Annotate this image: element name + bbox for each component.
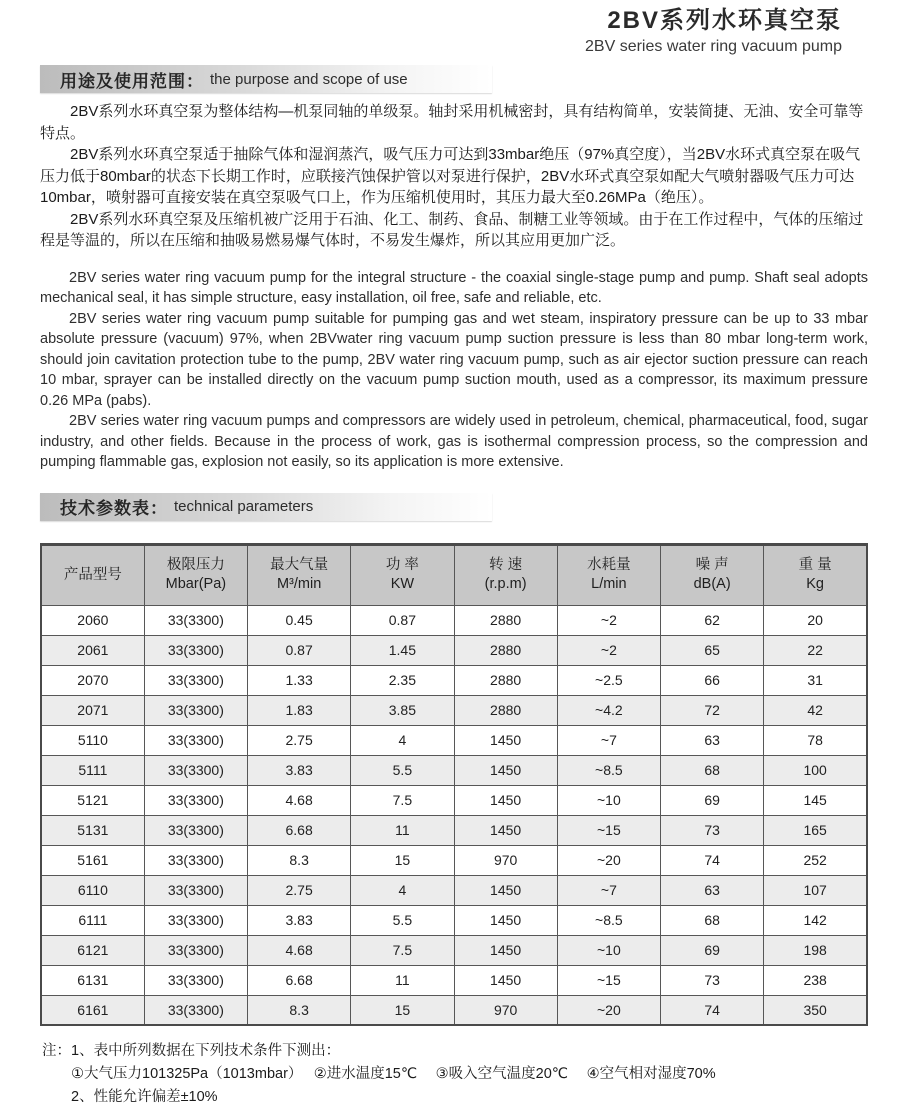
table-cell: ~7 (557, 875, 660, 905)
table-cell: 74 (661, 995, 764, 1025)
table-cell: ~2.5 (557, 665, 660, 695)
table-cell: 62 (661, 605, 764, 635)
table-cell: 33(3300) (144, 755, 247, 785)
table-cell: 33(3300) (144, 845, 247, 875)
table-cell: 238 (764, 965, 867, 995)
table-cell: 5121 (41, 785, 144, 815)
parameters-heading-zh: 技术参数表： (60, 499, 168, 518)
column-header: 最大气量 M³/min (248, 544, 351, 605)
table-row (41, 785, 867, 815)
column-header: 重 量 Kg (764, 544, 867, 605)
table-cell: 33(3300) (144, 725, 247, 755)
table-cell: 2070 (41, 665, 144, 695)
column-header: 水耗量 L/min (557, 544, 660, 605)
column-header: 噪 声 dB(A) (661, 544, 764, 605)
table-cell: 1450 (454, 935, 557, 965)
table-cell: 2880 (454, 695, 557, 725)
page-title-zh: 2BV系列水环真空泵 (607, 7, 842, 34)
column-header: 产品型号 (41, 544, 144, 605)
table-cell: 6121 (41, 935, 144, 965)
column-header: 转 速 (r.p.m) (454, 544, 557, 605)
purpose-heading-zh: 用途及使用范围： (60, 71, 204, 91)
note-prefix: 注： (42, 1043, 71, 1059)
table-cell: 66 (661, 665, 764, 695)
table-row (41, 935, 867, 965)
table-cell: 69 (661, 935, 764, 965)
note-line: 2、性能允许偏差±10% (71, 1089, 218, 1105)
table-cell: 1.83 (248, 695, 351, 725)
table-row (41, 995, 867, 1025)
table-row (41, 965, 867, 995)
table-cell: 165 (764, 815, 867, 845)
table-cell: 2.75 (248, 875, 351, 905)
table-cell: 5110 (41, 725, 144, 755)
table-cell: 2880 (454, 665, 557, 695)
table-row (41, 725, 867, 755)
table-cell: ~10 (557, 785, 660, 815)
paragraph-zh: 2BV系列水环真空泵适于抽除气体和湿润蒸汽，吸气压力可达到33mbar绝压（97%真空度），当2BV水环式真空泵在吸气压力低于80mbar的状态下长期工作时，应联接汽蚀保护管以对泵进行保护，2BV水环式真空泵如配大气喷射器吸气压力可达10mbar，喷射器可直接安装在真空泵吸气口上，作为压缩机使用时，其压力最大至0.26MPa（绝压）。 (40, 146, 861, 206)
table-cell: 198 (764, 935, 867, 965)
table-cell: 2880 (454, 605, 557, 635)
table-cell: ~8.5 (557, 755, 660, 785)
table-cell: 100 (764, 755, 867, 785)
table-cell: 6.68 (248, 815, 351, 845)
table-cell: 33(3300) (144, 695, 247, 725)
section-heading-purpose (40, 65, 492, 93)
table-cell: ~4.2 (557, 695, 660, 725)
table-cell: 6.68 (248, 965, 351, 995)
table-cell: 4.68 (248, 935, 351, 965)
purpose-heading-en: the purpose and scope of use (210, 70, 408, 88)
table-row (41, 635, 867, 665)
table-cell: 1.33 (248, 665, 351, 695)
table-cell: 33(3300) (144, 605, 247, 635)
table-cell: 5161 (41, 845, 144, 875)
table-row (41, 665, 867, 695)
table-cell: 252 (764, 845, 867, 875)
table-cell: 31 (764, 665, 867, 695)
table-cell: 15 (351, 845, 454, 875)
table-cell: ~15 (557, 815, 660, 845)
page-title-en: 2BV series water ring vacuum pump (585, 38, 842, 55)
table-row (41, 605, 867, 635)
table-cell: 3.83 (248, 905, 351, 935)
purpose-text-en (40, 268, 868, 473)
table-cell: 78 (764, 725, 867, 755)
table-cell: 20 (764, 605, 867, 635)
table-cell: 73 (661, 815, 764, 845)
table-row (41, 815, 867, 845)
table-cell: 5.5 (351, 755, 454, 785)
note-line: ①大气压力101325Pa（1013mbar） ②进水温度15℃ ③吸入空气温度20℃ ④空气相对湿度70% (71, 1066, 716, 1082)
table-cell: 1450 (454, 815, 557, 845)
table-cell: 1450 (454, 875, 557, 905)
table-cell: 107 (764, 875, 867, 905)
table-cell: 350 (764, 995, 867, 1025)
table-cell: 2071 (41, 695, 144, 725)
paragraph-en: 2BV series water ring vacuum pump suitable for pumping gas and wet steam, inspiratory pressure can be up to 33 mbar absolute pressure (vacuum) 97%, when 2BVwater ring vacuum pump suction pressure is less than 80 mbar long-term work, should join cavitation protection tube to the pump, 2BV water ring vacuum pump, such as air ejector suction pressure can reach 10 mbar, sprayer can be installed directly on the vacuum pump suction mouth, used as a compressor, its maximum pressure 0.26 MPa (pabs). (40, 310, 868, 409)
table-cell: 68 (661, 905, 764, 935)
table-cell: 63 (661, 875, 764, 905)
table-cell: 970 (454, 845, 557, 875)
parameters-table (40, 543, 868, 1027)
table-cell: 73 (661, 965, 764, 995)
note-lines (71, 1040, 868, 1109)
table-cell: ~20 (557, 845, 660, 875)
table-row (41, 845, 867, 875)
table-cell: 69 (661, 785, 764, 815)
table-cell: 6111 (41, 905, 144, 935)
table-cell: 6110 (41, 875, 144, 905)
paragraph-en: 2BV series water ring vacuum pump for the integral structure - the coaxial single-stage pump and pump. Shaft seal adopts mechanical seal, it has simple structure, easy installation, oil free, safe and reliable, etc. (40, 269, 868, 306)
table-cell: 0.87 (248, 635, 351, 665)
table-cell: ~2 (557, 605, 660, 635)
table-cell: 1.45 (351, 635, 454, 665)
table-cell: 74 (661, 845, 764, 875)
column-header: 极限压力 Mbar(Pa) (144, 544, 247, 605)
table-cell: 63 (661, 725, 764, 755)
table-cell: 1450 (454, 755, 557, 785)
paragraph-zh: 2BV系列水环真空泵为整体结构—机泵同轴的单级泵。轴封采用机械密封，具有结构简单，安装简捷、无油、安全可靠等特点。 (40, 103, 864, 142)
table-cell: 1450 (454, 725, 557, 755)
table-cell: 5.5 (351, 905, 454, 935)
purpose-text-zh (40, 101, 868, 252)
table-cell: 1450 (454, 785, 557, 815)
table-cell: 2.35 (351, 665, 454, 695)
table-cell: 33(3300) (144, 785, 247, 815)
table-cell: ~8.5 (557, 905, 660, 935)
table-row (41, 905, 867, 935)
table-cell: 33(3300) (144, 965, 247, 995)
notes (42, 1040, 868, 1109)
table-cell: 11 (351, 965, 454, 995)
table-cell: ~10 (557, 935, 660, 965)
table-cell: 68 (661, 755, 764, 785)
table-cell: 145 (764, 785, 867, 815)
table-cell: 33(3300) (144, 935, 247, 965)
table-cell: 33(3300) (144, 995, 247, 1025)
table-cell: 1450 (454, 965, 557, 995)
table-cell: ~20 (557, 995, 660, 1025)
column-header: 功 率 KW (351, 544, 454, 605)
table-cell: 33(3300) (144, 905, 247, 935)
parameters-heading-en: technical parameters (174, 498, 314, 515)
table-cell: 0.87 (351, 605, 454, 635)
table-cell: 1450 (454, 905, 557, 935)
table-cell: 970 (454, 995, 557, 1025)
table-cell: 3.83 (248, 755, 351, 785)
table-cell: 5131 (41, 815, 144, 845)
table-cell: 22 (764, 635, 867, 665)
table-cell: 33(3300) (144, 635, 247, 665)
table-cell: 7.5 (351, 785, 454, 815)
table-cell: 2060 (41, 605, 144, 635)
table-cell: 7.5 (351, 935, 454, 965)
table-cell: 65 (661, 635, 764, 665)
table-row (41, 695, 867, 725)
table-row (41, 755, 867, 785)
table-cell: 11 (351, 815, 454, 845)
title-block (0, 0, 900, 57)
table-cell: 8.3 (248, 845, 351, 875)
table-cell: 4 (351, 875, 454, 905)
table-row (41, 875, 867, 905)
table-cell: ~15 (557, 965, 660, 995)
paragraph-en: 2BV series water ring vacuum pumps and compressors are widely used in petroleum, chemical, pharmaceutical, food, sugar industry, and other fields. Because in the process of work, gas is isothermal compression process, so the compression and pumping flammable gas, explosion not easily, so its application is more extensive. (40, 413, 868, 470)
table-cell: 4.68 (248, 785, 351, 815)
table-cell: 33(3300) (144, 665, 247, 695)
table-cell: 5111 (41, 755, 144, 785)
table-cell: 142 (764, 905, 867, 935)
table-cell: 2061 (41, 635, 144, 665)
table-cell: 33(3300) (144, 875, 247, 905)
section-heading-parameters (40, 493, 492, 521)
table-cell: 0.45 (248, 605, 351, 635)
table-cell: ~2 (557, 635, 660, 665)
table-cell: 33(3300) (144, 815, 247, 845)
table-cell: 2.75 (248, 725, 351, 755)
table-cell: 6131 (41, 965, 144, 995)
table-cell: ~7 (557, 725, 660, 755)
table-cell: 4 (351, 725, 454, 755)
table-cell: 6161 (41, 995, 144, 1025)
table-header-row (41, 544, 867, 605)
table-cell: 2880 (454, 635, 557, 665)
table-cell: 42 (764, 695, 867, 725)
table-cell: 15 (351, 995, 454, 1025)
table-cell: 72 (661, 695, 764, 725)
table-cell: 3.85 (351, 695, 454, 725)
paragraph-zh: 2BV系列水环真空泵及压缩机被广泛用于石油、化工、制药、食品、制糖工业等领域。由于在工作过程中，气体的压缩过程是等温的，所以在压缩和抽吸易燃易爆气体时，不易发生爆炸，所以其应用更加广泛。 (40, 210, 864, 249)
table-cell: 8.3 (248, 995, 351, 1025)
note-line: 1、表中所列数据在下列技术条件下测出： (71, 1043, 341, 1059)
